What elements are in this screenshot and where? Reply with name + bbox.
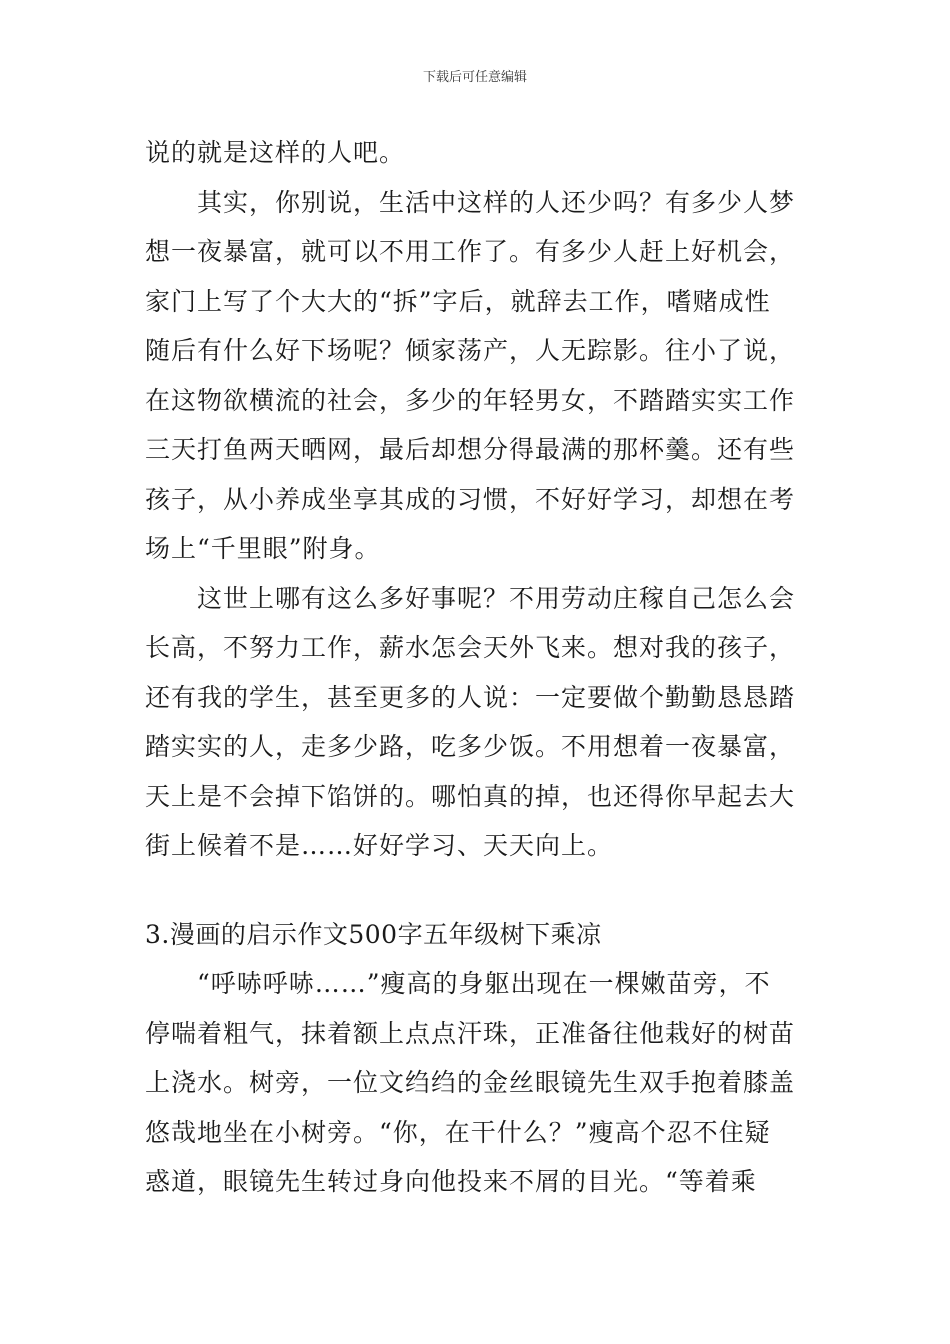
text-line: 随后有什么好下场呢？倾家荡产，人无踪影。往小了说， [145,336,796,365]
text-line: 悠哉地坐在小树旁。“你，在干什么？”瘦高个忍不住疑 [145,1117,771,1147]
text-line: “呼哧呼哧……”瘦高的身躯出现在一棵嫩苗旁，不 [197,969,771,998]
section-heading: 3.漫画的启示作文500字五年级树下乘凉 [145,919,602,949]
text-line: 街上候着不是……好好学习、天天向上。 [145,831,614,860]
text-line: 停喘着粗气，抹着额上点点汗珠，正准备往他栽好的树苗 [145,1018,796,1048]
text-line: 上浇水。树旁，一位文绉绉的金丝眼镜先生双手抱着膝盖 [145,1068,796,1097]
text-line: 家门上写了个大大的“拆”字后，就辞去工作，嗜赌成性 [145,286,771,316]
text-line: 天上是不会掉下馅饼的。哪怕真的掉，也还得你早起去大 [145,781,796,811]
text-line: 还有我的学生，甚至更多的人说：一定要做个勤勤恳恳踏 [145,682,796,712]
text-line: 想一夜暴富，就可以不用工作了。有多少人赶上好机会， [145,237,796,266]
paragraph-3 [145,574,810,871]
section-paragraph [145,959,810,1207]
paragraph-2 [145,178,810,574]
paragraph-1 [145,128,810,178]
text-line: 在这物欲横流的社会，多少的年轻男女，不踏踏实实工作 [145,385,796,415]
text-line: 惑道，眼镜先生转过身向他投来不屑的目光。“等着乘 [145,1167,757,1196]
text-line: 其实，你别说，生活中这样的人还少吗？有多少人梦 [197,187,796,217]
page-header: 下载后可任意编辑 [422,70,527,85]
text-line: 踏实实的人，走多少路，吃多少饭。不用想着一夜暴富， [145,732,796,761]
text-line: 场上“千里眼”附身。 [145,534,381,563]
section-gap [145,871,810,910]
text-line: 说的就是这样的人吧。 [145,138,406,167]
text-line: 长高，不努力工作，薪水怎会天外飞来。想对我的孩子， [145,633,796,662]
document-body [145,128,810,1207]
text-line: 孩子，从小养成坐享其成的习惯，不好好学习，却想在考 [145,484,796,514]
text-line: 三天打鱼两天晒网，最后却想分得最满的那杯羹。还有些 [145,435,796,464]
text-line: 这世上哪有这么多好事呢？不用劳动庄稼自己怎么会 [197,583,796,613]
